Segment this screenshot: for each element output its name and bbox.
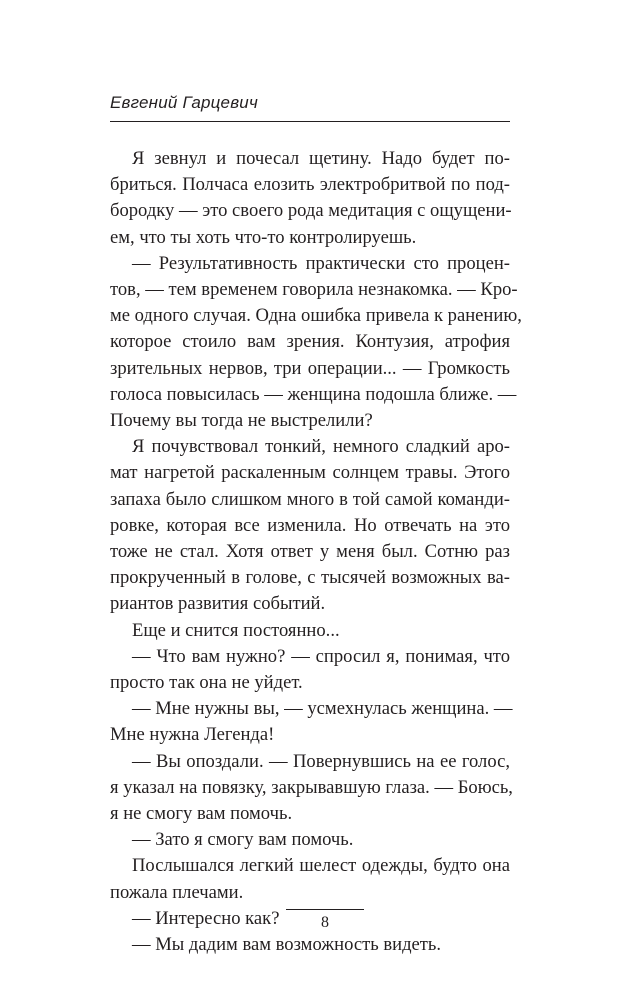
text-line: я указал на повязку, закрывавшую глаза. — Боюсь, bbox=[110, 776, 513, 798]
page-number: 8 bbox=[321, 914, 329, 931]
text-line: ем, что ты хоть что-то контролируешь. bbox=[110, 226, 417, 248]
text-line: Я почувствовал тонкий, немного сладкий аро- bbox=[132, 436, 510, 458]
text-line: — Вы опоздали. — Повернувшись на ее голос, bbox=[132, 750, 510, 772]
text-line: бородку — это своего рода медитация с ощущени- bbox=[110, 200, 512, 222]
text-line: Почему вы тогда не выстрелили? bbox=[110, 410, 373, 432]
text-line: — Результативность практически сто процен- bbox=[132, 252, 510, 274]
text-line: я не смогу вам помочь. bbox=[110, 803, 293, 825]
text-line: тов, — тем временем говорила незнакомка. — Кро- bbox=[110, 279, 518, 301]
text-line: зрительных нервов, три операции... — Громкость bbox=[110, 357, 510, 379]
text-line: — Зато я смогу вам помочь. bbox=[132, 829, 354, 851]
running-head: Евгений Гарцевич bbox=[110, 93, 258, 112]
text-line: которое стоило вам зрения. Контузия, атрофия bbox=[110, 331, 510, 353]
text-line: тоже не стал. Хотя ответ у меня был. Сотню раз bbox=[110, 541, 510, 563]
text-line: ровке, которая все изменила. Но отвечать на это bbox=[110, 514, 510, 536]
text-line: риантов развития событий. bbox=[110, 593, 326, 615]
text-line: — Что вам нужно? — спросил я, понимая, что bbox=[132, 645, 510, 667]
text-line: Послышался легкий шелест одежды, будто она bbox=[132, 855, 510, 877]
text-line: прокрученный в голове, с тысячей возможных ва- bbox=[110, 567, 510, 589]
text-line: — Мне нужны вы, — усмехнулась женщина. — bbox=[132, 698, 513, 720]
text-line: — Мы дадим вам возможность видеть. bbox=[132, 934, 442, 956]
text-line: просто так она не уйдет. bbox=[110, 672, 303, 694]
text-line: Я зевнул и почесал щетину. Надо будет по- bbox=[132, 148, 510, 169]
text-line: ме одного случая. Одна ошибка привела к ранению, bbox=[110, 305, 522, 327]
text-line: запаха было слишком много в той самой команди- bbox=[110, 488, 510, 510]
text-line: Мне нужна Легенда! bbox=[110, 724, 275, 746]
text-line: бриться. Полчаса елозить электробритвой по под- bbox=[110, 174, 510, 196]
text-line: Еще и снится постоянно... bbox=[132, 619, 340, 641]
header-rule bbox=[110, 121, 510, 122]
text-line: мат нагретой раскаленным солнцем травы. Этого bbox=[110, 462, 510, 484]
text-line: — Интересно как? bbox=[132, 907, 280, 929]
text-line: голоса повысилась — женщина подошла ближе. — bbox=[110, 383, 517, 405]
text-line: пожала плечами. bbox=[110, 881, 244, 903]
folio-rule bbox=[286, 909, 364, 910]
text-block bbox=[110, 146, 522, 958]
